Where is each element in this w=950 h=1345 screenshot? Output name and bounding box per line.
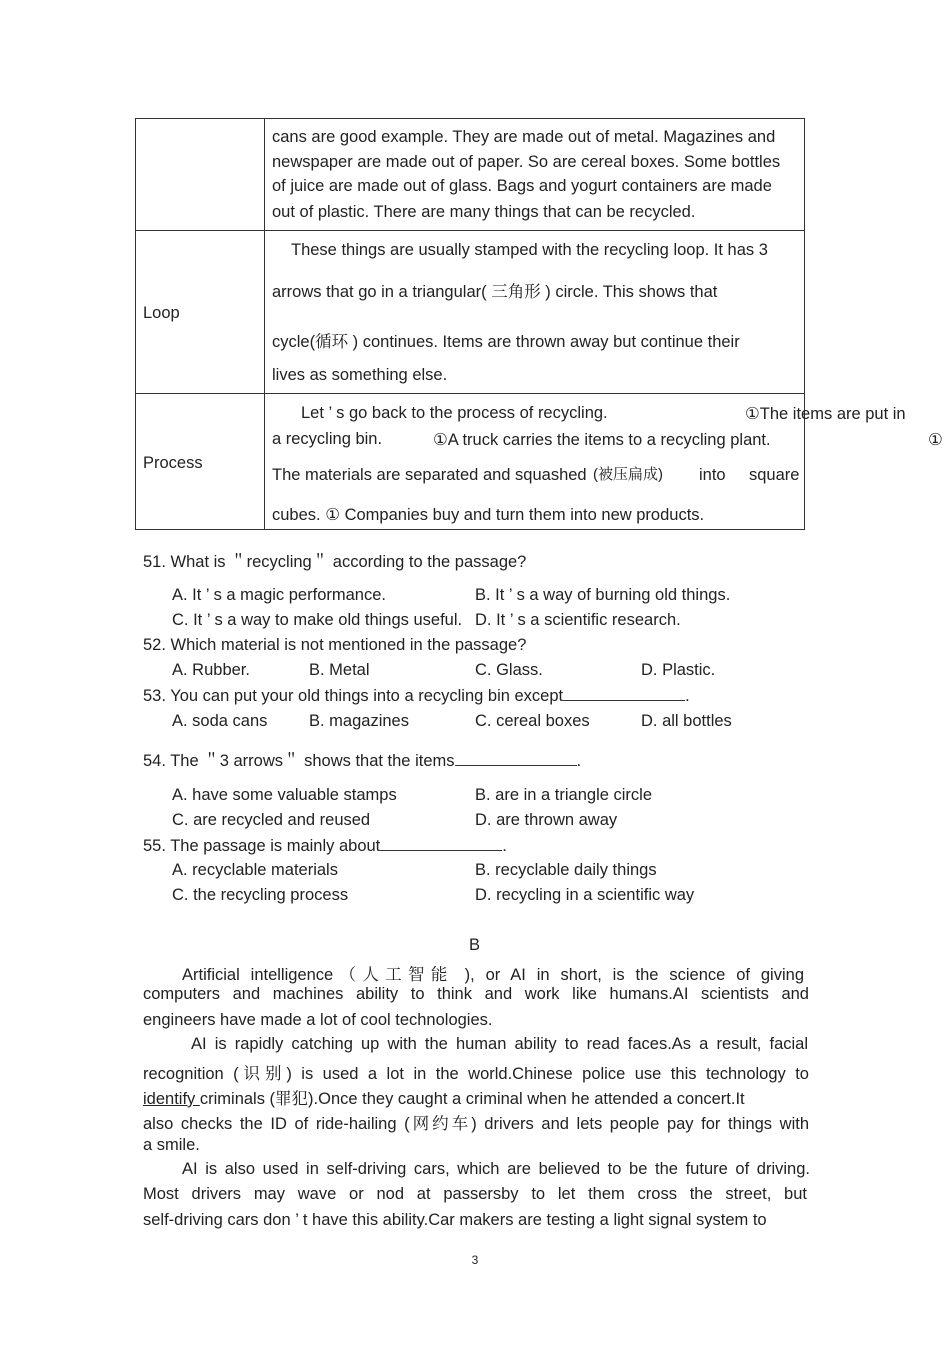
option-55-c: C. the recycling process [172, 886, 349, 904]
table-row1-line: out of plastic. There are many things that can be recycled. [272, 203, 696, 221]
table-row3-text: ① [928, 431, 943, 449]
question-53 [143, 686, 690, 706]
question-53-end: . [685, 687, 690, 705]
table-row2-line: arrows that go in a triangular( 三角形 ) circle. This shows that [272, 283, 718, 301]
table-border-right [804, 118, 805, 530]
table-border-top [135, 118, 805, 119]
passage-line: self-driving cars don ’ t have this ability.Car makers are testing a light signal system to [143, 1211, 767, 1229]
question-55-end: . [502, 837, 507, 855]
table-border-bottom [135, 529, 805, 530]
table-row3-text: cubes. ① Companies buy and turn them into new products. [272, 506, 705, 524]
table-border-left [135, 118, 136, 530]
passage-line: Most drivers may wave or nod at passersby to let them cross the street, but [143, 1185, 807, 1203]
answer-blank [563, 686, 685, 701]
option-52-a: A. Rubber. [172, 661, 250, 679]
option-55-a: A. recyclable materials [172, 861, 338, 879]
option-53-a: A. soda cans [172, 712, 268, 730]
option-51-d: D. It ’ s a scientific research. [475, 611, 681, 629]
question-54-end: . [576, 752, 582, 770]
passage-line: AI is rapidly catching up with the human ability to read faces.As a result, facial [191, 1035, 808, 1053]
option-53-c: C. cereal boxes [475, 712, 590, 730]
table-label-process: Process [143, 454, 203, 472]
option-52-c: C. Glass. [475, 661, 543, 679]
answer-blank [380, 836, 502, 851]
passage-line: AI is also used in self-driving cars, which are believed to be the future of driving. [182, 1160, 810, 1178]
passage-line: recognition (识别) is used a lot in the world.Chinese police use this technology to [143, 1065, 809, 1083]
option-51-a: A. It ’ s a magic performance. [172, 586, 386, 604]
table-row3-text: Let ’ s go back to the process of recycling. [301, 404, 608, 422]
option-55-d: D. recycling in a scientific way [475, 886, 695, 904]
question-53-stem: 53. You can put your old things into a recycling bin except [143, 687, 564, 705]
option-54-d: D. are thrown away [475, 811, 618, 829]
option-51-b: B. It ’ s a way of burning old things. [475, 586, 731, 604]
table-row1-line: of juice are made out of glass. Bags and yogurt containers are made [272, 177, 772, 195]
answer-blank [455, 751, 577, 766]
option-54-a: A. have some valuable stamps [172, 786, 397, 804]
table-row-divider [135, 393, 805, 394]
table-row3-text: ①A truck carries the items to a recycling plant. [433, 431, 771, 449]
table-row3-text: The materials are separated and squashed [272, 466, 587, 484]
passage-line: also checks the ID of ride-hailing (网约车) drivers and lets people pay for things with [143, 1115, 809, 1133]
table-row3-text: ①The items are put in [745, 405, 906, 423]
table-row3-text: a recycling bin. [272, 430, 383, 448]
table-row1-line: newspaper are made out of paper. So are cereal boxes. Some bottles [272, 153, 781, 171]
table-row2-line: cycle(循环 ) continues. Items are thrown away but continue their [272, 333, 740, 351]
question-54-stem: 54. The ＂3 arrows＂ shows that the items [143, 752, 455, 770]
option-53-d: D. all bottles [641, 712, 732, 730]
option-54-b: B. are in a triangle circle [475, 786, 652, 804]
option-52-b: B. Metal [309, 661, 370, 679]
passage-text: criminals (罪犯).Once they caught a criminal when he attended a concert.It [199, 1090, 745, 1108]
question-55 [143, 836, 507, 856]
passage-line: computers and machines ability to think and work like humans.AI scientists and [143, 985, 809, 1003]
passage-line [143, 1085, 745, 1109]
table-row3-text: into [699, 466, 726, 484]
passage-line: a smile. [143, 1136, 200, 1154]
table-row2-line: These things are usually stamped with the recycling loop. It has 3 [291, 241, 768, 259]
table-column-divider [264, 118, 265, 530]
table-row3-note: (被压扁成) [593, 466, 663, 483]
table-row3-text: square [749, 466, 800, 484]
option-53-b: B. magazines [309, 712, 409, 730]
option-54-c: C. are recycled and reused [172, 811, 371, 829]
question-52: 52. Which material is not mentioned in the passage? [143, 636, 527, 654]
section-heading-b: B [469, 936, 481, 954]
page-number: 3 [471, 1253, 479, 1267]
passage-line: engineers have made a lot of cool technologies. [143, 1011, 493, 1029]
question-55-stem: 55. The passage is mainly about [143, 837, 381, 855]
option-52-d: D. Plastic. [641, 661, 716, 679]
passage-line: Artificial intelligence（人工智能 ), or AI in short, is the science of giving [182, 966, 804, 984]
table-row-divider [135, 230, 805, 231]
option-51-c: C. It ’ s a way to make old things useful. [172, 611, 463, 629]
question-54 [143, 747, 581, 771]
option-55-b: B. recyclable daily things [475, 861, 657, 879]
table-label-loop: Loop [143, 304, 180, 322]
table-row2-line: lives as something else. [272, 366, 448, 384]
underlined-word: identify [143, 1090, 200, 1108]
table-row1-line: cans are good example. They are made out of metal. Magazines and [272, 128, 776, 146]
question-51: 51. What is ＂recycling＂ according to the passage? [143, 553, 527, 571]
